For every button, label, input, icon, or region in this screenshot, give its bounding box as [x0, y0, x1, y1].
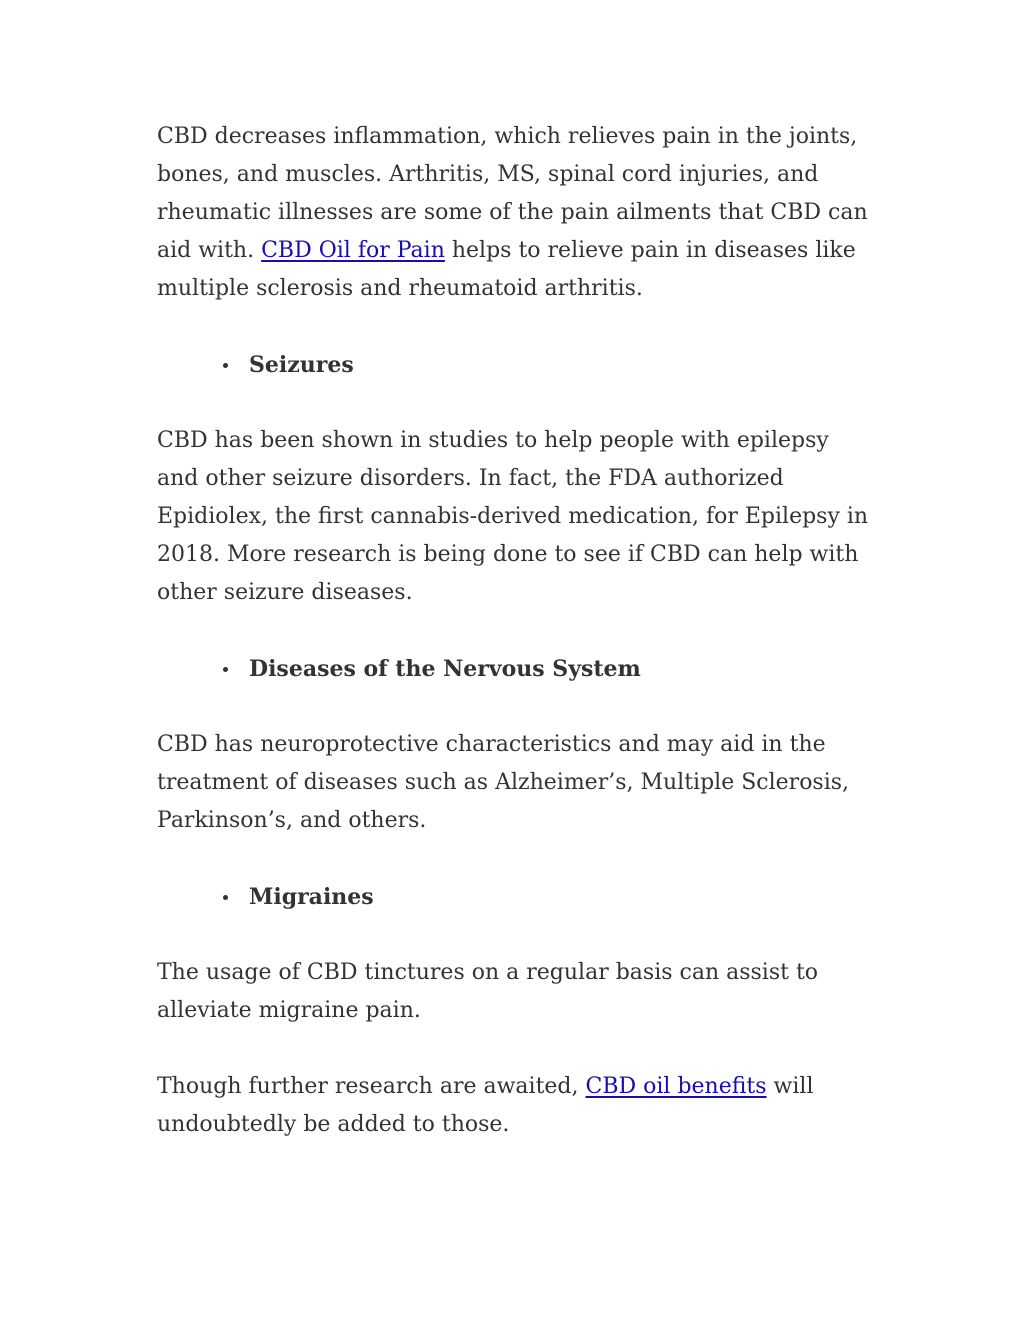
- heading-nervous-system-text: Diseases of the Nervous System: [249, 656, 641, 682]
- heading-migraines: [157, 878, 877, 916]
- nervous-system-heading-list: [157, 650, 877, 688]
- bullet-icon: [223, 667, 228, 672]
- intro-text-before-link: CBD decreases inflammation, which relieves pain in the joints, bones, and muscles. Arthritis, MS, spinal cord injuries, and rheumatic illnesses are some of the pain ailments that CBD can aid with.: [157, 124, 868, 263]
- intro-text-after-link: helps to relieve pain in diseases like multiple sclerosis and rheumatoid arthritis.: [157, 238, 856, 301]
- closing-text-after-link: will undoubtedly be added to those.: [157, 1074, 814, 1137]
- heading-seizures-text: Seizures: [249, 352, 354, 378]
- migraines-heading-list: [157, 878, 877, 916]
- nervous-system-paragraph: CBD has neuroprotective characteristics and may aid in the treatment of diseases such as Alzheimer’s, Multiple Sclerosis, Parkinson’s, and others.: [157, 732, 850, 833]
- seizures-paragraph: CBD has been shown in studies to help people with epilepsy and other seizure disorders. In fact, the FDA authorized Epidiolex, the first cannabis-derived medication, for Epilepsy in 2018. More research is being done to see if CBD can help with other seizure diseases.: [157, 428, 869, 605]
- document-page: [157, 118, 877, 1144]
- heading-seizures: [157, 346, 877, 384]
- bullet-icon: [223, 895, 228, 900]
- closing-text-before-link: Though further research are awaited,: [157, 1074, 586, 1099]
- seizures-heading-list: [157, 346, 877, 384]
- cbd-oil-benefits-link[interactable]: CBD oil benefits: [585, 1074, 767, 1099]
- heading-nervous-system: [157, 650, 877, 688]
- intro-paragraph: [157, 118, 877, 308]
- migraines-paragraph: The usage of CBD tinctures on a regular basis can assist to alleviate migraine pain.: [157, 960, 819, 1023]
- bullet-icon: [223, 363, 228, 368]
- closing-paragraph: [157, 1068, 877, 1144]
- heading-migraines-text: Migraines: [249, 884, 374, 910]
- cbd-oil-for-pain-link[interactable]: CBD Oil for Pain: [261, 238, 445, 263]
